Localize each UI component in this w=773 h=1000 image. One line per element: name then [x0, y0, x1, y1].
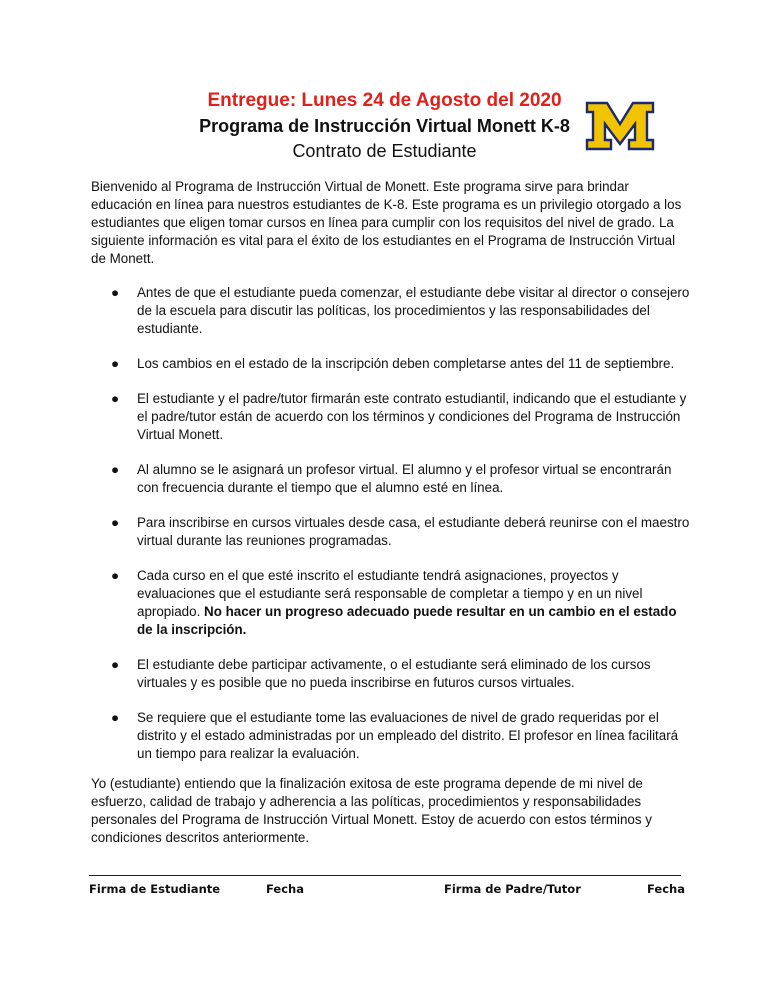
student-signature-label: Firma de Estudiante: [89, 882, 221, 896]
program-title: Programa de Instrucción Virtual Monett K-8: [199, 116, 570, 136]
list-item-text: Antes de que el estudiante pueda comenzar, el estudiante debe visitar al director o consejero de la escuela para discutir las políticas, los procedimientos y las responsabilidades del estudiante.: [137, 285, 690, 336]
list-item: [91, 656, 691, 692]
bullet-icon: ●: [111, 356, 120, 371]
intro-paragraph: Bienvenido al Programa de Instrucción Virtual de Monett. Este programa sirve para brindar educación en línea para nuestros estudiantes de K-8. Este programa es un privilegio otorgado a los estudiantes que eligen tomar cursos en línea para cumplir con los requisitos del nivel de grado. La siguiente información es vital para el éxito de los estudiantes en el Programa de Instrucción Virtual de Monett.: [91, 179, 682, 266]
bullet-icon: ●: [111, 462, 120, 477]
bullet-icon: ●: [111, 391, 120, 406]
list-item-text: El estudiante y el padre/tutor firmarán este contrato estudiantil, indicando que el estudiante y el padre/tutor están de acuerdo con los términos y condiciones del Programa de Instrucción Virtual Monett.: [137, 391, 687, 442]
list-item: [91, 284, 691, 338]
list-item-text: El estudiante debe participar activamente, o el estudiante será eliminado de los cursos virtuales y es posible que no pueda inscribirse en futuros cursos virtuales.: [137, 657, 651, 690]
document-subtitle: Contrato de Estudiante: [292, 141, 477, 161]
document-header: [0, 88, 773, 163]
parent-signature-label: Firma de Padre/Tutor: [444, 882, 581, 896]
deadline-heading: Entregue: Lunes 24 de Agosto del 2020: [207, 90, 562, 111]
list-item: [91, 567, 691, 639]
list-item: [91, 514, 691, 550]
requirements-list: [91, 284, 691, 780]
list-item: [91, 390, 691, 444]
parent-date-label: Fecha: [647, 882, 685, 896]
bullet-icon: ●: [111, 285, 120, 300]
list-item: [91, 461, 691, 497]
list-item: [91, 709, 691, 763]
monett-m-logo: [585, 100, 655, 152]
list-item-text: Los cambios en el estado de la inscripción deben completarse antes del 11 de septiembre.: [137, 356, 675, 371]
bullet-icon: ●: [111, 568, 120, 583]
signature-line[interactable]: [89, 875, 681, 876]
agreement-paragraph: Yo (estudiante) entiendo que la finalización exitosa de este programa depende de mi nivel de esfuerzo, calidad de trabajo y adherencia a las políticas, procedimientos y responsabilidades personales del Programa de Instrucción Virtual Monett. Estoy de acuerdo con estos términos y condiciones descritos anteriormente.: [91, 776, 652, 845]
bullet-icon: ●: [111, 515, 120, 530]
list-item-text: Cada curso en el que esté inscrito el estudiante tendrá asignaciones, proyectos y evaluaciones que el estudiante será responsable de completar a tiempo y en un nivel apropiado.: [137, 568, 643, 619]
list-item-bold-text: No hacer un progreso adecuado puede resultar en un cambio en el estado de la inscripción.: [137, 604, 677, 637]
bullet-icon: ●: [111, 710, 120, 725]
list-item-text: Se requiere que el estudiante tome las evaluaciones de nivel de grado requeridas por el distrito y el estado administradas por un empleado del distrito. El profesor en línea facilitará un tiempo para realizar la evaluación.: [137, 710, 679, 761]
list-item-text: Para inscribirse en cursos virtuales desde casa, el estudiante deberá reunirse con el maestro virtual durante las reuniones programadas.: [137, 515, 690, 548]
list-item: [91, 355, 691, 373]
bullet-icon: ●: [111, 657, 120, 672]
student-date-label: Fecha: [266, 882, 304, 896]
list-item-text: Al alumno se le asignará un profesor virtual. El alumno y el profesor virtual se encontrarán con frecuencia durante el tiempo que el alumno esté en línea.: [137, 462, 672, 495]
